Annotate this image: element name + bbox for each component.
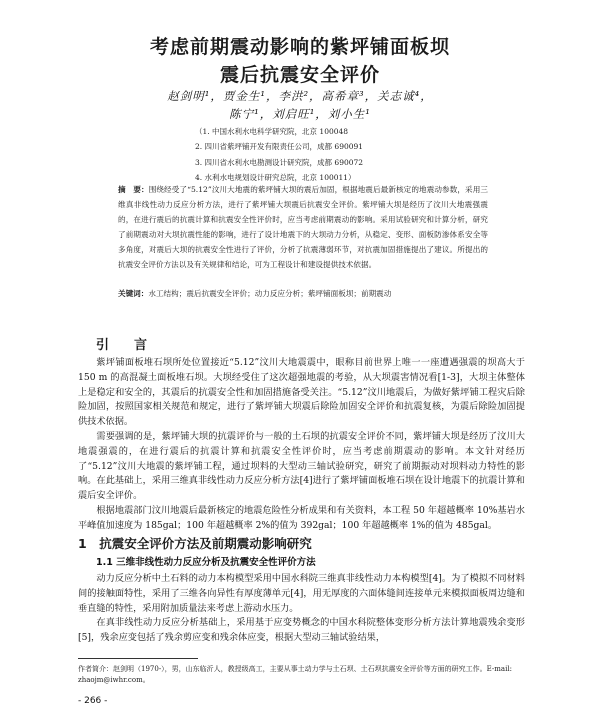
keywords: [118, 288, 508, 299]
intro-paragraph-2: 需要强调的是，紫坪铺大坝的抗震评价与一般的土石坝的抗震安全评价不同，紫坪铺大坝是经历了汶川大地震强震的，在进行震后的抗震计算和抗震安全性评价时，应当考虑前期震动的影响。本文针对经历了“5.12”汶川大地震的紫坪铺工程，通过坝料的大型动三轴试验研究，研究了前期振动对坝料动力特性的影响。在此基础上，采用三维真非线性动力反应分析方法[4]进行了紫坪铺面板堆石坝在设计地震下的抗震计算和震后安全评价。: [78, 430, 525, 502]
affiliation-1: （1. 中国水利水电科学研究院，北京 100048: [195, 127, 349, 136]
affiliations: [195, 124, 495, 185]
abstract-label: 摘 要：: [118, 185, 149, 194]
abstract: [118, 182, 488, 273]
intro-paragraph-1: 紫坪铺面板堆石坝所处位置接近“5.12”汶川大地震震中，眼称目前世界上唯一一座遭遇强震的坝高大于 150 m 的高混凝土面板堆石坝。大坝经受住了这次超强地震的考验，从大坝震害情况看[1-3]，大坝主体整体上是稳定和安全的，其震后的抗震安全性和加固措施备受关注。“5.12”汶川地震后，为做好紫坪铺工程灾后除险加固，按照国家相关规范和规定，进行了紫坪铺大坝震后除险加固安全评价和抗震复核，为震后除险加固提供技术依据。: [78, 357, 525, 428]
intro-body: [78, 356, 525, 534]
keywords-text: 水工结构；震后抗震安全评价；动力反应分析；紫坪铺面板坝；前期震动: [148, 289, 392, 298]
page-number: - 266 -: [78, 696, 108, 706]
section-1-1-paragraph-2: 在真非线性动力反应分析基础上，采用基于应变势概念的中国水科院整体变形分析方法计算地震残余变形[5]，残余应变包括了残余剪应变和残余体应变，根据大型动三轴试验结果，: [78, 617, 525, 644]
affiliation-4: 4. 水利水电规划设计研究总院，北京 100011）: [195, 172, 356, 182]
section-1-1-paragraph-1: 动力反应分析中土石料的动力本构模型采用中国水科院三维真非线性动力本构模型[4]。为了模拟不同材料间的接触面特性，采用了三维各向异性有厚度薄单元[4]，用无厚度的六面体缝间连接单元来模拟面板周边缝和垂直缝的特性，采用附加质量法来考虑上游动水压力。: [78, 573, 525, 614]
paper-title-line1: 考虑前期震动影响的紫坪铺面板坝: [149, 36, 450, 58]
authors-line1: 赵剑明¹，贾金生¹，李洪²，高希章³，关志诚⁴，: [167, 89, 433, 103]
intro-paragraph-3: 根据地震部门汶川地震后最新核定的地震危险性分析成果和有关资料，本工程 50 年超越概率 10%基岩水平峰值加速度为 185gal；100 年超越概率 2%的值为 392gal；100 年超越概率 1%的值为 485gal。: [78, 504, 525, 531]
section-1-1-heading: 1.1 三维非线性动力反应分析及抗震安全性评价方法: [96, 557, 316, 568]
intro-heading: 引 言: [96, 338, 154, 353]
affiliation-3: 3. 四川省水利水电勘测设计研究院，成都 690072: [195, 157, 364, 167]
section-1-heading: 1 抗震安全评价方法及前期震动影响研究: [78, 536, 312, 551]
paper-title-line2: 震后抗震安全评价: [219, 64, 380, 86]
footnote-divider: [78, 658, 198, 659]
affiliation-2: 2. 四川省紫坪铺开发有限责任公司，成都 690091: [195, 142, 364, 152]
keywords-label: 关键词：: [118, 289, 149, 298]
authors-line2: 陈宁¹，刘启旺¹，刘小生¹: [229, 107, 371, 121]
author-footnote: 作者简介：赵剑明（1970-），男，山东临沂人，教授级高工，主要从事土动力学与土石坝、土石坝抗震安全评价等方面的研究工作。E-mail: zhaojm@iwhr.com。: [78, 665, 512, 684]
section-1-1-body: [78, 572, 525, 646]
abstract-text: 围绕经受了“5.12”汶川大地震的紫坪铺大坝的震后加固，根据地震后最新核定的地震动参数，采用三维真非线性动力反应分析方法，进行了紫坪铺大坝震后抗震安全评价。紫坪铺大坝是经历了汶川大地震强震的，在进行震后的抗震计算和抗震安全性评价时，应当考虑前期震动的影响。采用试验研究和计算分析，研究了前期震动对大坝抗震性能的影响，进行了设计地震下的大坝动力分析，从稳定、变形、面板防渗体系安全等多角度，对震后大坝的抗震安全性进行了评价，分析了抗震薄弱环节，对抗震加固措施提出了建议。所提出的抗震安全评价方法以及有关规律和结论，可为工程设计和建设提供技术依据。: [118, 185, 489, 270]
